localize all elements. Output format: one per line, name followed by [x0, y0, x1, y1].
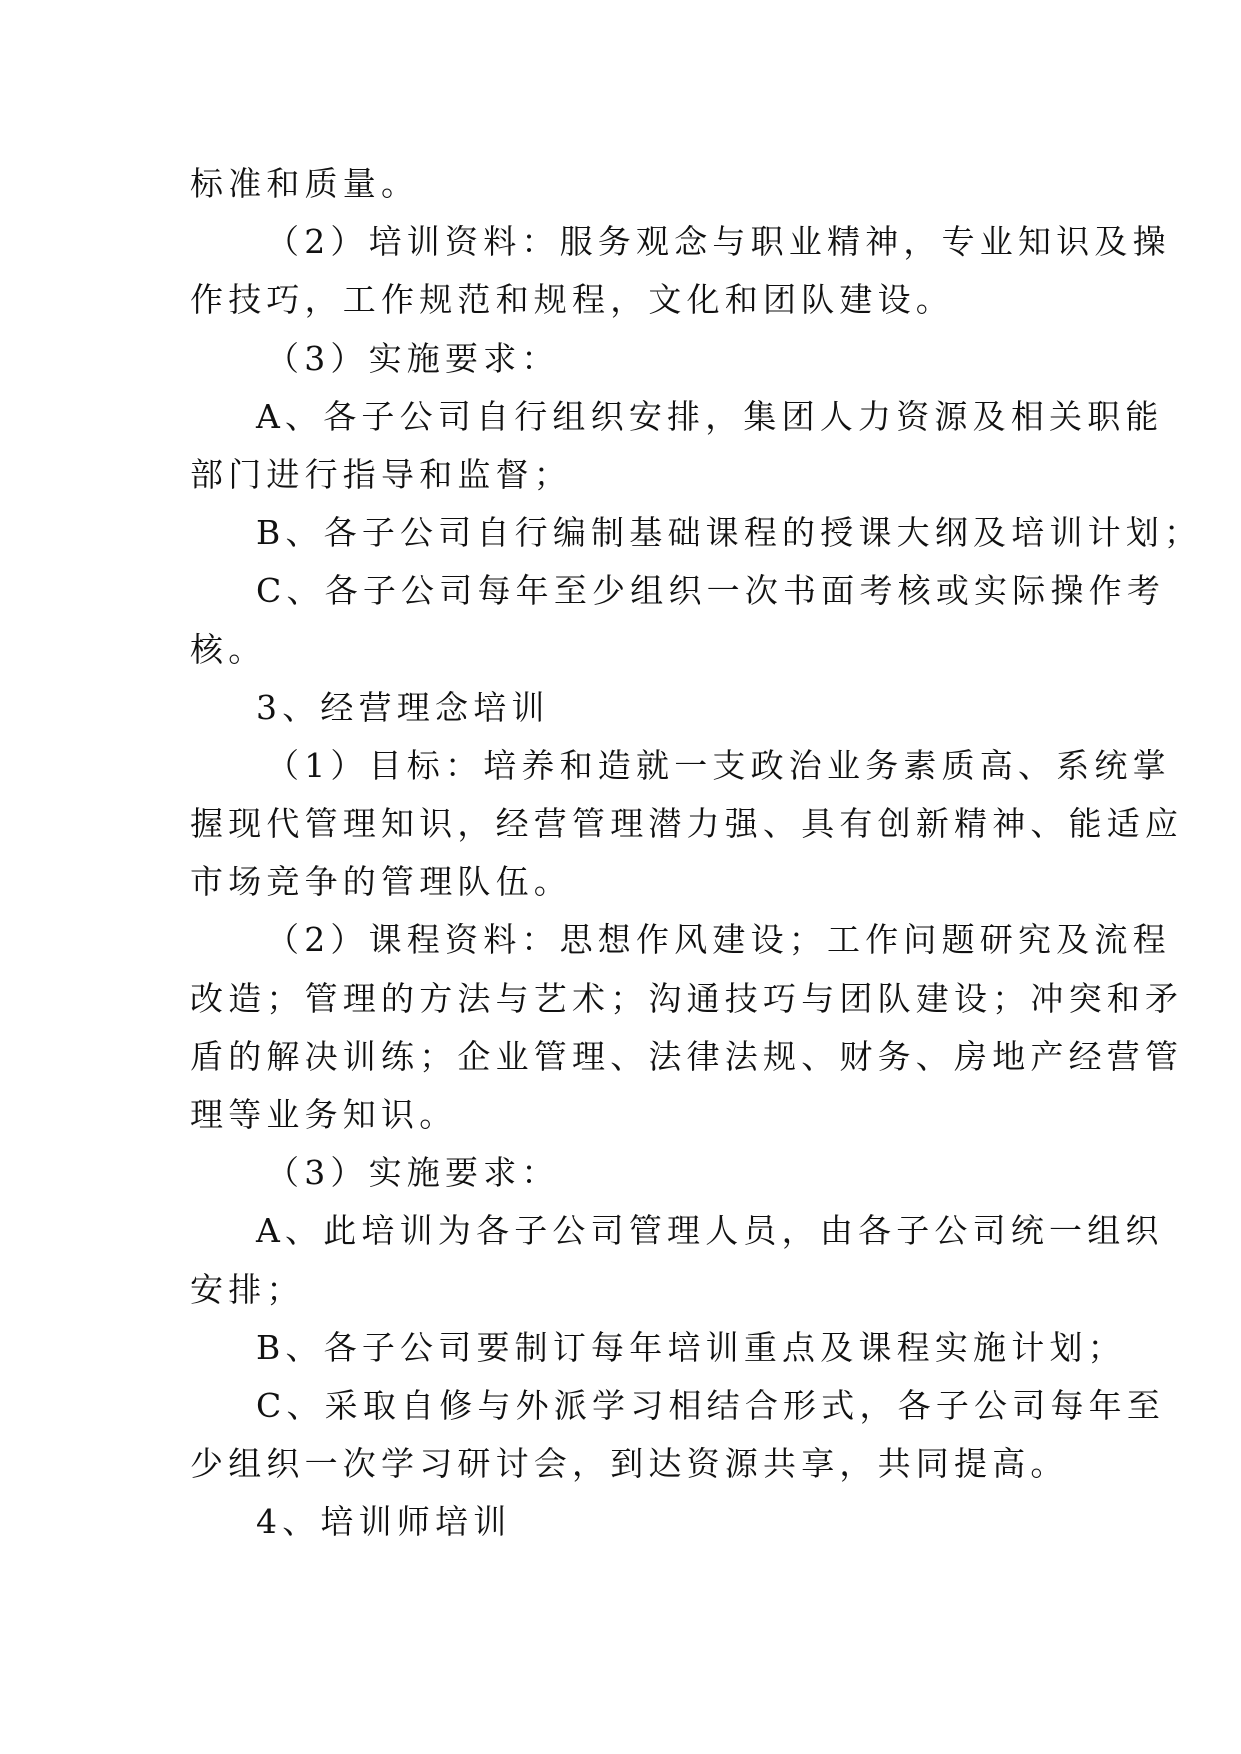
- paragraph-first-line: C、采取自修与外派学习相结合形式，各子公司每年至: [256, 1385, 1166, 1425]
- paragraph-first-line: （3）实施要求：: [266, 1153, 560, 1193]
- paragraph-continuation: 改造；管理的方法与艺术；沟通技巧与团队建设；冲突和矛: [190, 978, 1184, 1018]
- paragraph-first-line: （1）目标：培养和造就一支政治业务素质高、系统掌: [266, 745, 1171, 785]
- paragraph-continuation: 作技巧，工作规范和规程，文化和团队建设。: [190, 280, 954, 320]
- paragraph-first-line: （2）课程资料：思想作风建设；工作问题研究及流程: [266, 920, 1171, 960]
- paragraph-first-line: （2）培训资料：服务观念与职业精神，专业知识及操: [266, 222, 1171, 262]
- paragraph-continuation: 标准和质量。: [190, 164, 420, 203]
- paragraph-continuation: 安排；: [190, 1269, 305, 1309]
- document-body: [190, 155, 1203, 1552]
- paragraph-first-line: A、此培训为各子公司管理人员，由各子公司统一组织: [256, 1211, 1164, 1251]
- section-heading: 3、经营理念培训: [256, 687, 550, 727]
- paragraph-continuation: 部门进行指导和监督；: [190, 454, 572, 494]
- paragraph-continuation: 握现代管理知识，经营管理潜力强、具有创新精神、能适应: [190, 804, 1184, 844]
- paragraph-continuation: 盾的解决训练；企业管理、法律法规、财务、房地产经营管: [190, 1036, 1184, 1076]
- paragraph-first-line: B、各子公司要制订每年培训重点及课程实施计划；: [256, 1327, 1126, 1367]
- paragraph-continuation: 少组织一次学习研讨会，到达资源共享，共同提高。: [190, 1444, 1069, 1484]
- paragraph-continuation: 市场竞争的管理队伍。: [190, 862, 572, 902]
- section-heading: 4、培训师培训: [256, 1502, 512, 1542]
- paragraph-first-line: （3）实施要求：: [266, 338, 560, 378]
- paragraph-first-line: A、各子公司自行组织安排，集团人力资源及相关职能: [256, 396, 1164, 436]
- paragraph-first-line: C、各子公司每年至少组织一次书面考核或实际操作考: [256, 571, 1166, 611]
- paragraph-first-line: B、各子公司自行编制基础课程的授课大纲及培训计划；: [256, 513, 1203, 553]
- paragraph-continuation: 理等业务知识。: [190, 1095, 458, 1134]
- paragraph-continuation: 核。: [190, 629, 267, 669]
